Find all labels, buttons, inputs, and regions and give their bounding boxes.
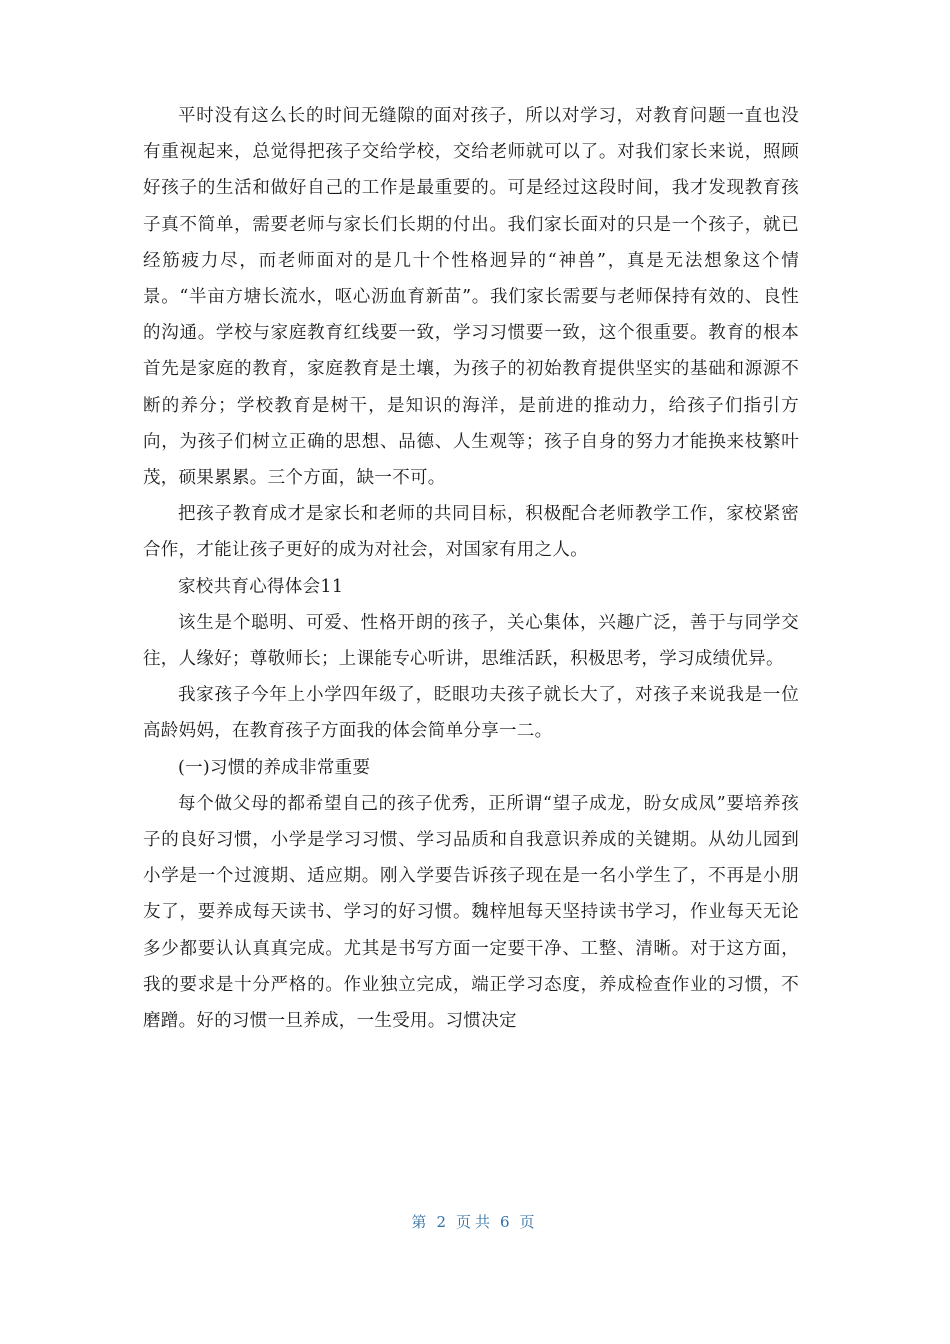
footer-prefix: 第 — [411, 1213, 431, 1231]
document-body — [143, 98, 799, 1039]
paragraph-teacher-parent-communication: 平时没有这么长的时间无缝隙的面对孩子，所以对学习，对教育问题一直也没有重视起来，总觉得把孩子交给学校，交给老师就可以了。对我们家长来说，照顾好孩子的生活和做好自己的工作是最重要的。可是经过这段时间，我才发现教育孩子真不简单，需要老师与家长们长期的付出。我们家长面对的只是一个孩子，就已经筋疲力尽，而老师面对的是几十个性格迥异的“神兽”，真是无法想象这个情景。“半亩方塘长流水，呕心沥血育新苗”。我们家长需要与老师保持有效的、良性的沟通。学校与家庭教育红线要一致，学习习惯要一致，这个很重要。教育的根本首先是家庭的教育，家庭教育是土壤，为孩子的初始教育提供坚实的基础和源源不断的养分；学校教育是树干，是知识的海洋，是前进的推动力，给孩子们指引方向，为孩子们树立正确的思想、品德、人生观等；孩子自身的努力才能换来枝繁叶茂，硕果累累。三个方面，缺一不可。 — [143, 106, 799, 489]
paragraph-habit-formation: 每个做父母的都希望自己的孩子优秀，正所谓“望子成龙，盼女成凤”要培养孩子的良好习惯，小学是学习习惯、学习品质和自我意识养成的关键期。从幼儿园到小学是一个过渡期、适应期。刚入学要告诉孩子现在是一名小学生了，不再是小朋友了，要养成每天读书、学习的好习惯。魏梓旭每天坚持读书学习，作业每天无论多少都要认认真真完成。尤其是书写方面一定要干净、工整、清晰。对于这方面，我的要求是十分严格的。作业独立完成，端正学习态度，养成检查作业的习惯，不磨蹭。好的习惯一旦养成，一生受用。习惯决定 — [143, 793, 799, 1032]
page-footer — [0, 1211, 950, 1232]
paragraph-student-evaluation: 该生是个聪明、可爱、性格开朗的孩子，关心集体，兴趣广泛，善于与同学交往，人缘好；尊敬师长；上课能专心听讲，思维活跃，积极思考，学习成绩优异。 — [143, 612, 799, 670]
subheading-habits: (一)习惯的养成非常重要 — [178, 757, 371, 778]
paragraph-parent-intro: 我家孩子今年上小学四年级了，眨眼功夫孩子就长大了，对孩子来说我是一位高龄妈妈，在教育孩子方面我的体会简单分享一二。 — [143, 685, 799, 742]
footer-total-pages: 6 — [500, 1213, 514, 1231]
footer-middle: 页共 — [455, 1213, 494, 1231]
footer-current-page: 2 — [436, 1213, 450, 1231]
section-heading: 家校共育心得体会11 — [178, 576, 344, 597]
paragraph-common-goal: 把孩子教育成才是家长和老师的共同目标，积极配合老师教学工作，家校紧密合作，才能让孩子更好的成为对社会，对国家有用之人。 — [143, 504, 799, 561]
footer-suffix: 页 — [519, 1213, 539, 1231]
